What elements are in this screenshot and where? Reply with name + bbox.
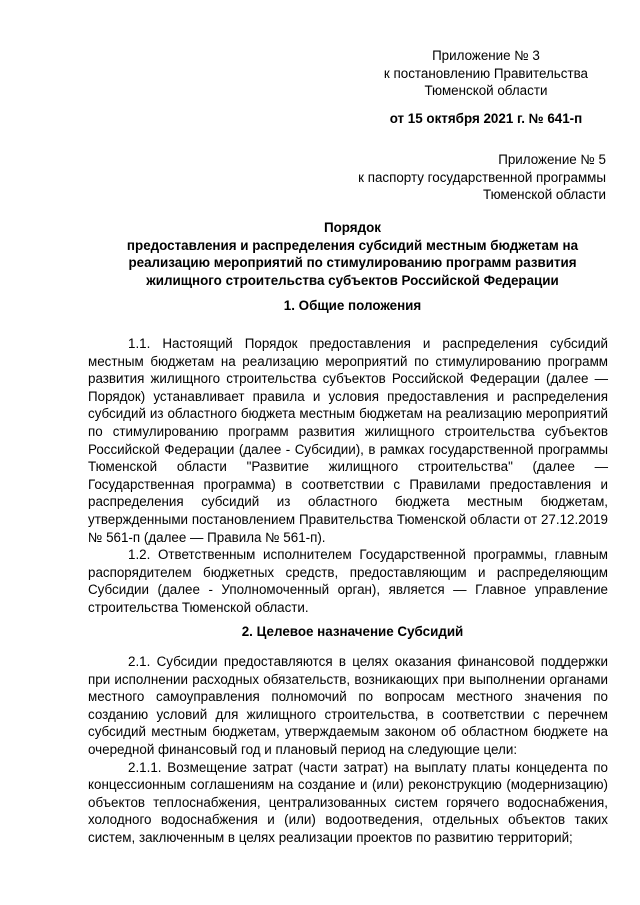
title-line-2: предоставления и распределения субсидий местным бюджетам на (126, 237, 579, 253)
paragraph-1-1: 1.1. Настоящий Порядок предоставления и распределения субсидий местным бюджетам на реализацию мероприятий по стимулированию программ развития жилищного строительства субъектов Российской Федерации (далее — Порядок) устанавливает правила и условия предоставления и распределения субсидий из областного бюджета местным бюджетам на реализацию мероприятий по стимулированию программ развития жилищного строительства субъектов Российской Федерации (далее - Субсидии), в рамках государственной программы Тюменской области "Развитие жилищного строительства" (далее — Государственная программа) в соответствии с Правилами предоставления и распределения субсидий из областного бюджета местным бюджетам, утвержденными постановлением Правительства Тюменской области от 27.12.2019 № 561-п (далее — Правила № 561-п). (88, 336, 608, 545)
appendix-5-reference: к паспорту государственной программы (358, 169, 606, 185)
appendix-3-reference: к постановлению Правительства (383, 65, 588, 81)
section-2-heading: 2. Целевое назначение Субсидий (241, 624, 464, 639)
appendix-5-number: Приложение № 5 (498, 152, 606, 167)
title-line-1: Порядок (323, 220, 381, 235)
section-1-heading: 1. Общие положения (283, 298, 422, 313)
title-line-3: реализацию мероприятий по стимулированию программ развития (128, 255, 577, 271)
paragraph-1-2: 1.2. Ответственным исполнителем Государственной программы, главным распорядителем бюджетных средств, предоставляющим и распределяющим Субсидии (далее - Уполномоченный орган), является — Главное управление строительства Тюменской области. (88, 547, 608, 615)
paragraph-2-1: 2.1. Субсидии предоставляются в целях оказания финансовой поддержки при исполнении расходных обязательств, возникающих при выполнении органами местного самоуправления полномочий по вопросам местного значения по созданию условий для жилищного строительства, в соответствии с перечнем субсидий местным бюджетам, утверждаемым законом об областном бюджете на очередной финансовый год и плановый период на следующие цели: (88, 654, 608, 757)
title-line-4: жилищного строительства субъектов Российской Федерации (146, 272, 559, 288)
section-2-body (88, 653, 608, 847)
appendix-3-date: от 15 октября 2021 г. № 641-п (389, 110, 583, 126)
appendix-3-region: Тюменской области (424, 83, 548, 99)
appendix-5-header (358, 151, 606, 204)
appendix-3-header (384, 47, 588, 127)
appendix-5-region: Тюменской области (483, 187, 606, 203)
appendix-3-number: Приложение № 3 (432, 48, 540, 63)
paragraph-2-1-1: 2.1.1. Возмещение затрат (части затрат) на выплату платы концедента по концессионным соглашениям на создание и (или) реконструкцию (модернизацию) объектов теплоснабжения, централизованных систем горячего водоснабжения, холодного водоснабжения и (или) водоотведения, отдельных объектов таких систем, заключенным в целях реализации проектов по развитию территорий; (88, 759, 608, 845)
section-1-body (88, 335, 608, 617)
document-title (100, 219, 605, 289)
